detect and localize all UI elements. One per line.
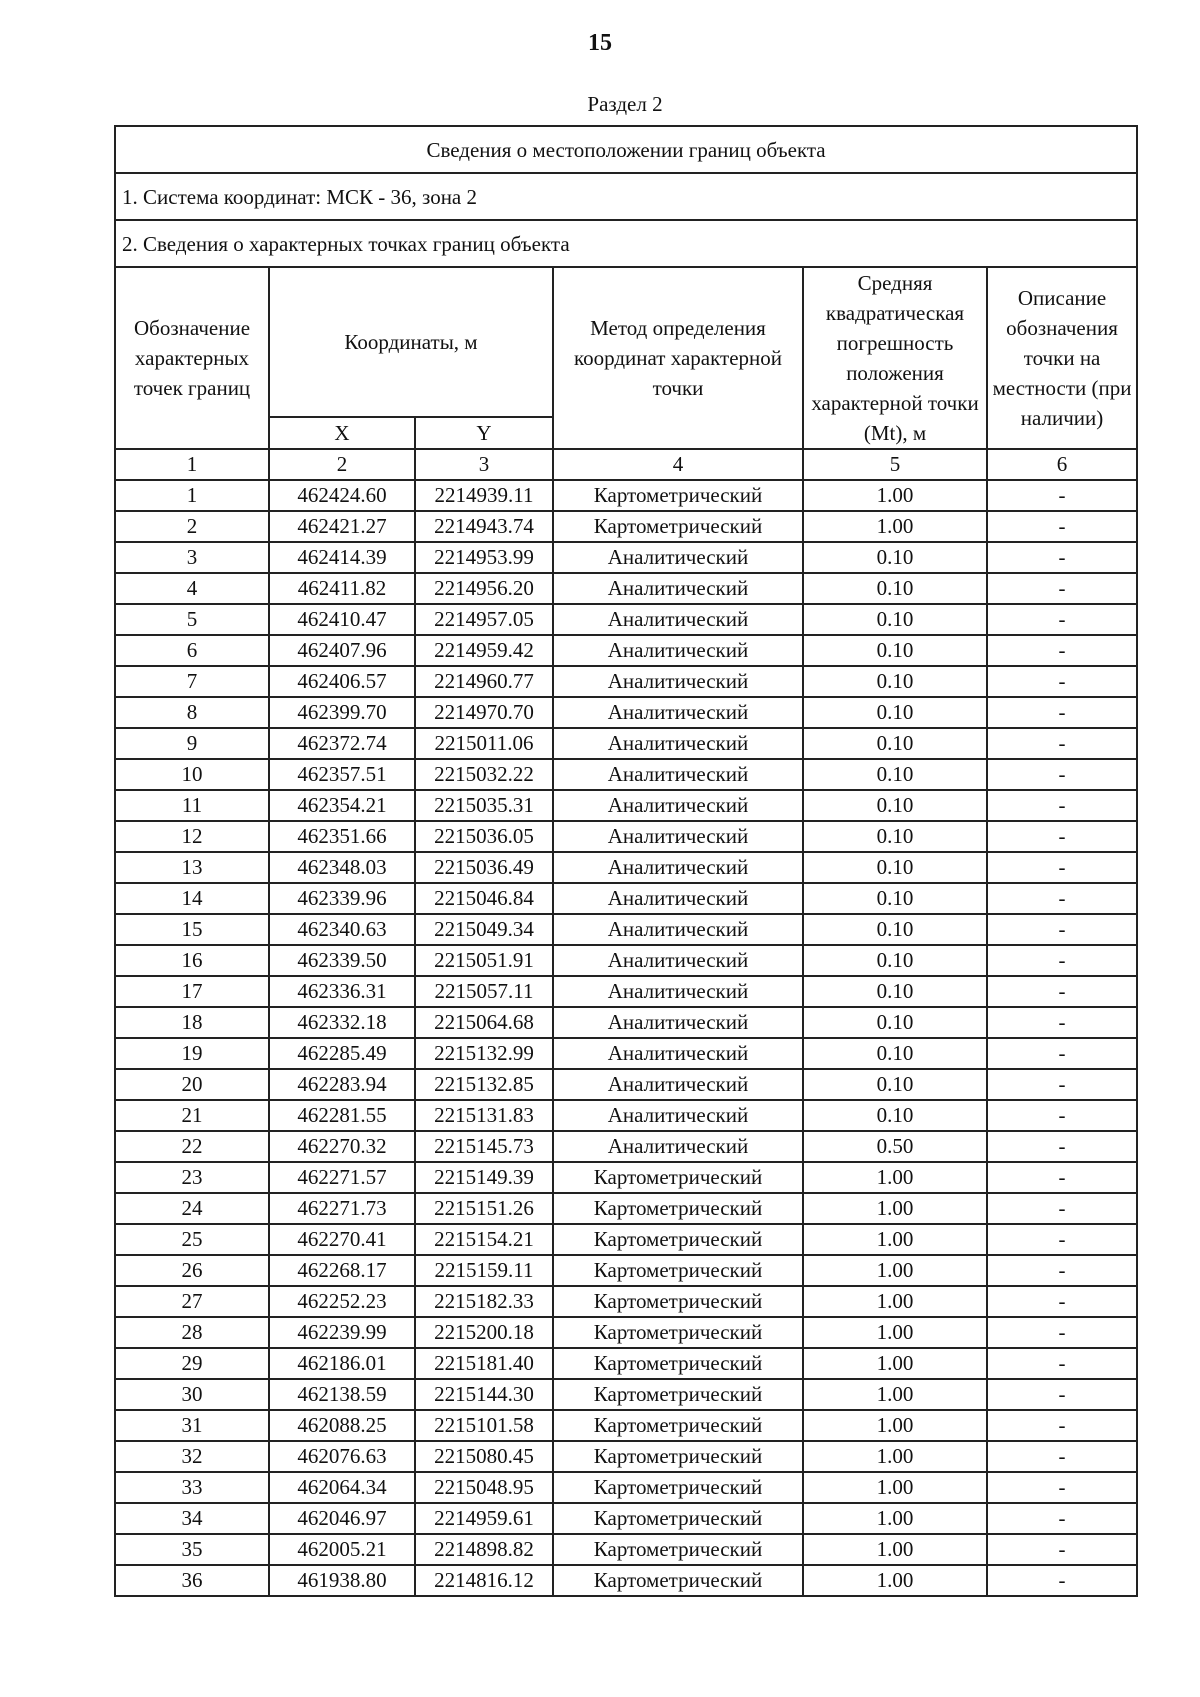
error-cell: 0.10: [803, 914, 987, 945]
description-cell: -: [987, 1410, 1137, 1441]
header-method: Метод определения координат характерной точки: [553, 267, 803, 449]
coordinate-system-row: [115, 173, 1137, 220]
column-number: 1: [115, 449, 269, 480]
point-number-cell: 4: [115, 573, 269, 604]
point-number-cell: 9: [115, 728, 269, 759]
x-coordinate-cell: 462332.18: [269, 1007, 415, 1038]
error-cell: 1.00: [803, 1255, 987, 1286]
description-cell: -: [987, 1472, 1137, 1503]
description-cell: -: [987, 1379, 1137, 1410]
column-number: 2: [269, 449, 415, 480]
y-coordinate-cell: 2215144.30: [415, 1379, 553, 1410]
x-coordinate-cell: 462339.96: [269, 883, 415, 914]
point-number-cell: 11: [115, 790, 269, 821]
table-title: Сведения о местоположении границ объекта: [115, 126, 1137, 173]
method-cell: Картометрический: [553, 1472, 803, 1503]
header-point-designation: Обозначение характерных точек границ: [115, 267, 269, 449]
y-coordinate-cell: 2214960.77: [415, 666, 553, 697]
table-row: [115, 976, 1137, 1007]
header-x: X: [269, 417, 415, 449]
description-cell: -: [987, 1162, 1137, 1193]
table-row: [115, 759, 1137, 790]
description-cell: -: [987, 542, 1137, 573]
description-cell: -: [987, 1131, 1137, 1162]
table-row: [115, 1193, 1137, 1224]
x-coordinate-cell: 462421.27: [269, 511, 415, 542]
method-cell: Картометрический: [553, 511, 803, 542]
method-cell: Картометрический: [553, 480, 803, 511]
table-row: [115, 728, 1137, 759]
description-cell: -: [987, 573, 1137, 604]
method-cell: Аналитический: [553, 945, 803, 976]
error-cell: 1.00: [803, 1286, 987, 1317]
y-coordinate-cell: 2215200.18: [415, 1317, 553, 1348]
method-cell: Аналитический: [553, 1100, 803, 1131]
error-cell: 0.10: [803, 945, 987, 976]
error-cell: 0.10: [803, 790, 987, 821]
x-coordinate-cell: 462357.51: [269, 759, 415, 790]
table-row: [115, 1131, 1137, 1162]
description-cell: -: [987, 914, 1137, 945]
method-cell: Аналитический: [553, 728, 803, 759]
method-cell: Картометрический: [553, 1565, 803, 1596]
error-cell: 1.00: [803, 1565, 987, 1596]
error-cell: 0.10: [803, 1100, 987, 1131]
description-cell: -: [987, 1069, 1137, 1100]
point-number-cell: 3: [115, 542, 269, 573]
description-cell: -: [987, 1441, 1137, 1472]
point-number-cell: 17: [115, 976, 269, 1007]
y-coordinate-cell: 2215154.21: [415, 1224, 553, 1255]
y-coordinate-cell: 2214898.82: [415, 1534, 553, 1565]
table-row: [115, 1162, 1137, 1193]
column-number: 5: [803, 449, 987, 480]
description-cell: -: [987, 1224, 1137, 1255]
error-cell: 1.00: [803, 1317, 987, 1348]
description-cell: -: [987, 1565, 1137, 1596]
method-cell: Картометрический: [553, 1224, 803, 1255]
method-cell: Аналитический: [553, 976, 803, 1007]
y-coordinate-cell: 2215145.73: [415, 1131, 553, 1162]
column-number: 6: [987, 449, 1137, 480]
method-cell: Аналитический: [553, 914, 803, 945]
y-coordinate-cell: 2215131.83: [415, 1100, 553, 1131]
x-coordinate-cell: 462270.32: [269, 1131, 415, 1162]
error-cell: 0.10: [803, 976, 987, 1007]
error-cell: 0.10: [803, 1069, 987, 1100]
y-coordinate-cell: 2215181.40: [415, 1348, 553, 1379]
error-cell: 1.00: [803, 480, 987, 511]
table-row: [115, 1069, 1137, 1100]
table-row: [115, 945, 1137, 976]
y-coordinate-cell: 2215151.26: [415, 1193, 553, 1224]
y-coordinate-cell: 2215057.11: [415, 976, 553, 1007]
method-cell: Аналитический: [553, 666, 803, 697]
y-coordinate-cell: 2214959.61: [415, 1503, 553, 1534]
point-number-cell: 28: [115, 1317, 269, 1348]
y-coordinate-cell: 2215064.68: [415, 1007, 553, 1038]
x-coordinate-cell: 462410.47: [269, 604, 415, 635]
x-coordinate-cell: 462281.55: [269, 1100, 415, 1131]
y-coordinate-cell: 2214956.20: [415, 573, 553, 604]
error-cell: 0.10: [803, 573, 987, 604]
error-cell: 1.00: [803, 1503, 987, 1534]
error-cell: 1.00: [803, 1441, 987, 1472]
x-coordinate-cell: 462372.74: [269, 728, 415, 759]
error-cell: 1.00: [803, 1162, 987, 1193]
y-coordinate-cell: 2214953.99: [415, 542, 553, 573]
method-cell: Аналитический: [553, 759, 803, 790]
error-cell: 1.00: [803, 511, 987, 542]
table-row: [115, 1255, 1137, 1286]
table-row: [115, 697, 1137, 728]
point-number-cell: 19: [115, 1038, 269, 1069]
error-cell: 0.10: [803, 635, 987, 666]
x-coordinate-cell: 462076.63: [269, 1441, 415, 1472]
method-cell: Аналитический: [553, 1007, 803, 1038]
y-coordinate-cell: 2214943.74: [415, 511, 553, 542]
table-row: [115, 914, 1137, 945]
description-cell: -: [987, 666, 1137, 697]
x-coordinate-cell: 462336.31: [269, 976, 415, 1007]
x-coordinate-cell: 462138.59: [269, 1379, 415, 1410]
description-cell: -: [987, 511, 1137, 542]
point-number-cell: 33: [115, 1472, 269, 1503]
y-coordinate-cell: 2214970.70: [415, 697, 553, 728]
error-cell: 1.00: [803, 1410, 987, 1441]
table-row: [115, 1007, 1137, 1038]
x-coordinate-cell: 462268.17: [269, 1255, 415, 1286]
point-number-cell: 36: [115, 1565, 269, 1596]
x-coordinate-cell: 461938.80: [269, 1565, 415, 1596]
x-coordinate-cell: 462285.49: [269, 1038, 415, 1069]
point-number-cell: 5: [115, 604, 269, 635]
x-coordinate-cell: 462414.39: [269, 542, 415, 573]
description-cell: -: [987, 852, 1137, 883]
page-number: 15: [588, 30, 612, 56]
error-cell: 1.00: [803, 1379, 987, 1410]
point-number-cell: 31: [115, 1410, 269, 1441]
y-coordinate-cell: 2215036.49: [415, 852, 553, 883]
point-number-cell: 10: [115, 759, 269, 790]
error-cell: 0.10: [803, 697, 987, 728]
point-number-cell: 14: [115, 883, 269, 914]
method-cell: Аналитический: [553, 635, 803, 666]
table-row: [115, 1317, 1137, 1348]
method-cell: Аналитический: [553, 1038, 803, 1069]
method-cell: Аналитический: [553, 1131, 803, 1162]
method-cell: Аналитический: [553, 697, 803, 728]
description-cell: -: [987, 945, 1137, 976]
x-coordinate-cell: 462239.99: [269, 1317, 415, 1348]
point-number-cell: 23: [115, 1162, 269, 1193]
error-cell: 0.10: [803, 1007, 987, 1038]
x-coordinate-cell: 462270.41: [269, 1224, 415, 1255]
method-cell: Картометрический: [553, 1441, 803, 1472]
error-cell: 1.00: [803, 1348, 987, 1379]
points-caption: 2. Сведения о характерных точках границ объекта: [115, 220, 1137, 267]
method-cell: Картометрический: [553, 1193, 803, 1224]
table-row: [115, 1565, 1137, 1596]
description-cell: -: [987, 1038, 1137, 1069]
y-coordinate-cell: 2215036.05: [415, 821, 553, 852]
coordinate-system: 1. Система координат: МСК - 36, зона 2: [115, 173, 1137, 220]
method-cell: Картометрический: [553, 1534, 803, 1565]
point-number-cell: 15: [115, 914, 269, 945]
boundary-points-table: [114, 125, 1138, 1597]
point-number-cell: 21: [115, 1100, 269, 1131]
description-cell: -: [987, 883, 1137, 914]
table-row: [115, 666, 1137, 697]
method-cell: Картометрический: [553, 1503, 803, 1534]
table-row: [115, 790, 1137, 821]
point-number-cell: 6: [115, 635, 269, 666]
y-coordinate-cell: 2214959.42: [415, 635, 553, 666]
header-y: Y: [415, 417, 553, 449]
point-number-cell: 26: [115, 1255, 269, 1286]
description-cell: -: [987, 728, 1137, 759]
table-row: [115, 1410, 1137, 1441]
y-coordinate-cell: 2215132.85: [415, 1069, 553, 1100]
point-number-cell: 27: [115, 1286, 269, 1317]
x-coordinate-cell: 462271.73: [269, 1193, 415, 1224]
error-cell: 0.10: [803, 666, 987, 697]
points-caption-row: [115, 220, 1137, 267]
error-cell: 0.10: [803, 852, 987, 883]
table-row: [115, 573, 1137, 604]
table-row: [115, 542, 1137, 573]
method-cell: Картометрический: [553, 1255, 803, 1286]
point-number-cell: 8: [115, 697, 269, 728]
x-coordinate-cell: 462271.57: [269, 1162, 415, 1193]
table-row: [115, 1348, 1137, 1379]
x-coordinate-cell: 462088.25: [269, 1410, 415, 1441]
header-description: Описание обозначения точки на местности (при наличии): [987, 267, 1137, 449]
description-cell: -: [987, 697, 1137, 728]
point-number-cell: 24: [115, 1193, 269, 1224]
y-coordinate-cell: 2215132.99: [415, 1038, 553, 1069]
description-cell: -: [987, 1348, 1137, 1379]
column-numbers-row: [115, 449, 1137, 480]
error-cell: 0.10: [803, 728, 987, 759]
table-row: [115, 1441, 1137, 1472]
description-cell: -: [987, 1193, 1137, 1224]
table-row: [115, 604, 1137, 635]
error-cell: 1.00: [803, 1193, 987, 1224]
table-row: [115, 1379, 1137, 1410]
description-cell: -: [987, 1317, 1137, 1348]
error-cell: 0.10: [803, 542, 987, 573]
x-coordinate-cell: 462424.60: [269, 480, 415, 511]
y-coordinate-cell: 2214957.05: [415, 604, 553, 635]
y-coordinate-cell: 2215159.11: [415, 1255, 553, 1286]
point-number-cell: 16: [115, 945, 269, 976]
point-number-cell: 13: [115, 852, 269, 883]
x-coordinate-cell: 462348.03: [269, 852, 415, 883]
error-cell: 0.10: [803, 883, 987, 914]
description-cell: -: [987, 821, 1137, 852]
header-coordinates: Координаты, м: [269, 267, 553, 417]
error-cell: 0.10: [803, 759, 987, 790]
table-row: [115, 1100, 1137, 1131]
error-cell: 1.00: [803, 1224, 987, 1255]
error-cell: 1.00: [803, 1534, 987, 1565]
description-cell: -: [987, 1534, 1137, 1565]
table-row: [115, 852, 1137, 883]
table-row: [115, 883, 1137, 914]
header-row: [115, 267, 1137, 417]
error-cell: 0.50: [803, 1131, 987, 1162]
column-number: 3: [415, 449, 553, 480]
x-coordinate-cell: 462399.70: [269, 697, 415, 728]
point-number-cell: 25: [115, 1224, 269, 1255]
description-cell: -: [987, 1007, 1137, 1038]
description-cell: -: [987, 1503, 1137, 1534]
method-cell: Картометрический: [553, 1286, 803, 1317]
point-number-cell: 30: [115, 1379, 269, 1410]
table-row: [115, 1224, 1137, 1255]
x-coordinate-cell: 462354.21: [269, 790, 415, 821]
method-cell: Аналитический: [553, 852, 803, 883]
method-cell: Аналитический: [553, 604, 803, 635]
x-coordinate-cell: 462340.63: [269, 914, 415, 945]
x-coordinate-cell: 462005.21: [269, 1534, 415, 1565]
method-cell: Картометрический: [553, 1379, 803, 1410]
description-cell: -: [987, 759, 1137, 790]
method-cell: Картометрический: [553, 1162, 803, 1193]
point-number-cell: 34: [115, 1503, 269, 1534]
y-coordinate-cell: 2215182.33: [415, 1286, 553, 1317]
section-label: Раздел 2: [587, 92, 663, 116]
description-cell: -: [987, 480, 1137, 511]
column-number: 4: [553, 449, 803, 480]
point-number-cell: 32: [115, 1441, 269, 1472]
method-cell: Аналитический: [553, 542, 803, 573]
table-row: [115, 1472, 1137, 1503]
y-coordinate-cell: 2215035.31: [415, 790, 553, 821]
x-coordinate-cell: 462283.94: [269, 1069, 415, 1100]
point-number-cell: 2: [115, 511, 269, 542]
table-row: [115, 1286, 1137, 1317]
method-cell: Картометрический: [553, 1317, 803, 1348]
point-number-cell: 18: [115, 1007, 269, 1038]
table-row: [115, 1503, 1137, 1534]
point-number-cell: 35: [115, 1534, 269, 1565]
y-coordinate-cell: 2214816.12: [415, 1565, 553, 1596]
method-cell: Аналитический: [553, 883, 803, 914]
x-coordinate-cell: 462411.82: [269, 573, 415, 604]
y-coordinate-cell: 2215011.06: [415, 728, 553, 759]
table-row: [115, 821, 1137, 852]
x-coordinate-cell: 462046.97: [269, 1503, 415, 1534]
table-row: [115, 1534, 1137, 1565]
point-number-cell: 29: [115, 1348, 269, 1379]
y-coordinate-cell: 2215101.58: [415, 1410, 553, 1441]
error-cell: 0.10: [803, 604, 987, 635]
table-row: [115, 1038, 1137, 1069]
method-cell: Аналитический: [553, 1069, 803, 1100]
x-coordinate-cell: 462252.23: [269, 1286, 415, 1317]
y-coordinate-cell: 2215049.34: [415, 914, 553, 945]
error-cell: 0.10: [803, 1038, 987, 1069]
x-coordinate-cell: 462351.66: [269, 821, 415, 852]
x-coordinate-cell: 462064.34: [269, 1472, 415, 1503]
method-cell: Картометрический: [553, 1410, 803, 1441]
error-cell: 0.10: [803, 821, 987, 852]
description-cell: -: [987, 1100, 1137, 1131]
x-coordinate-cell: 462407.96: [269, 635, 415, 666]
description-cell: -: [987, 976, 1137, 1007]
y-coordinate-cell: 2215149.39: [415, 1162, 553, 1193]
table-row: [115, 635, 1137, 666]
table-row: [115, 480, 1137, 511]
point-number-cell: 22: [115, 1131, 269, 1162]
description-cell: -: [987, 635, 1137, 666]
y-coordinate-cell: 2214939.11: [415, 480, 553, 511]
method-cell: Аналитический: [553, 790, 803, 821]
header-error: Средняя квадратическая погрешность положения характерной точки (Mt), м: [803, 267, 987, 449]
method-cell: Аналитический: [553, 821, 803, 852]
description-cell: -: [987, 1286, 1137, 1317]
table-title-row: [115, 126, 1137, 173]
y-coordinate-cell: 2215046.84: [415, 883, 553, 914]
point-number-cell: 7: [115, 666, 269, 697]
table-row: [115, 511, 1137, 542]
x-coordinate-cell: 462186.01: [269, 1348, 415, 1379]
description-cell: -: [987, 1255, 1137, 1286]
method-cell: Картометрический: [553, 1348, 803, 1379]
point-number-cell: 20: [115, 1069, 269, 1100]
description-cell: -: [987, 604, 1137, 635]
point-number-cell: 12: [115, 821, 269, 852]
point-number-cell: 1: [115, 480, 269, 511]
x-coordinate-cell: 462339.50: [269, 945, 415, 976]
error-cell: 1.00: [803, 1472, 987, 1503]
y-coordinate-cell: 2215032.22: [415, 759, 553, 790]
x-coordinate-cell: 462406.57: [269, 666, 415, 697]
y-coordinate-cell: 2215051.91: [415, 945, 553, 976]
method-cell: Аналитический: [553, 573, 803, 604]
y-coordinate-cell: 2215080.45: [415, 1441, 553, 1472]
y-coordinate-cell: 2215048.95: [415, 1472, 553, 1503]
description-cell: -: [987, 790, 1137, 821]
